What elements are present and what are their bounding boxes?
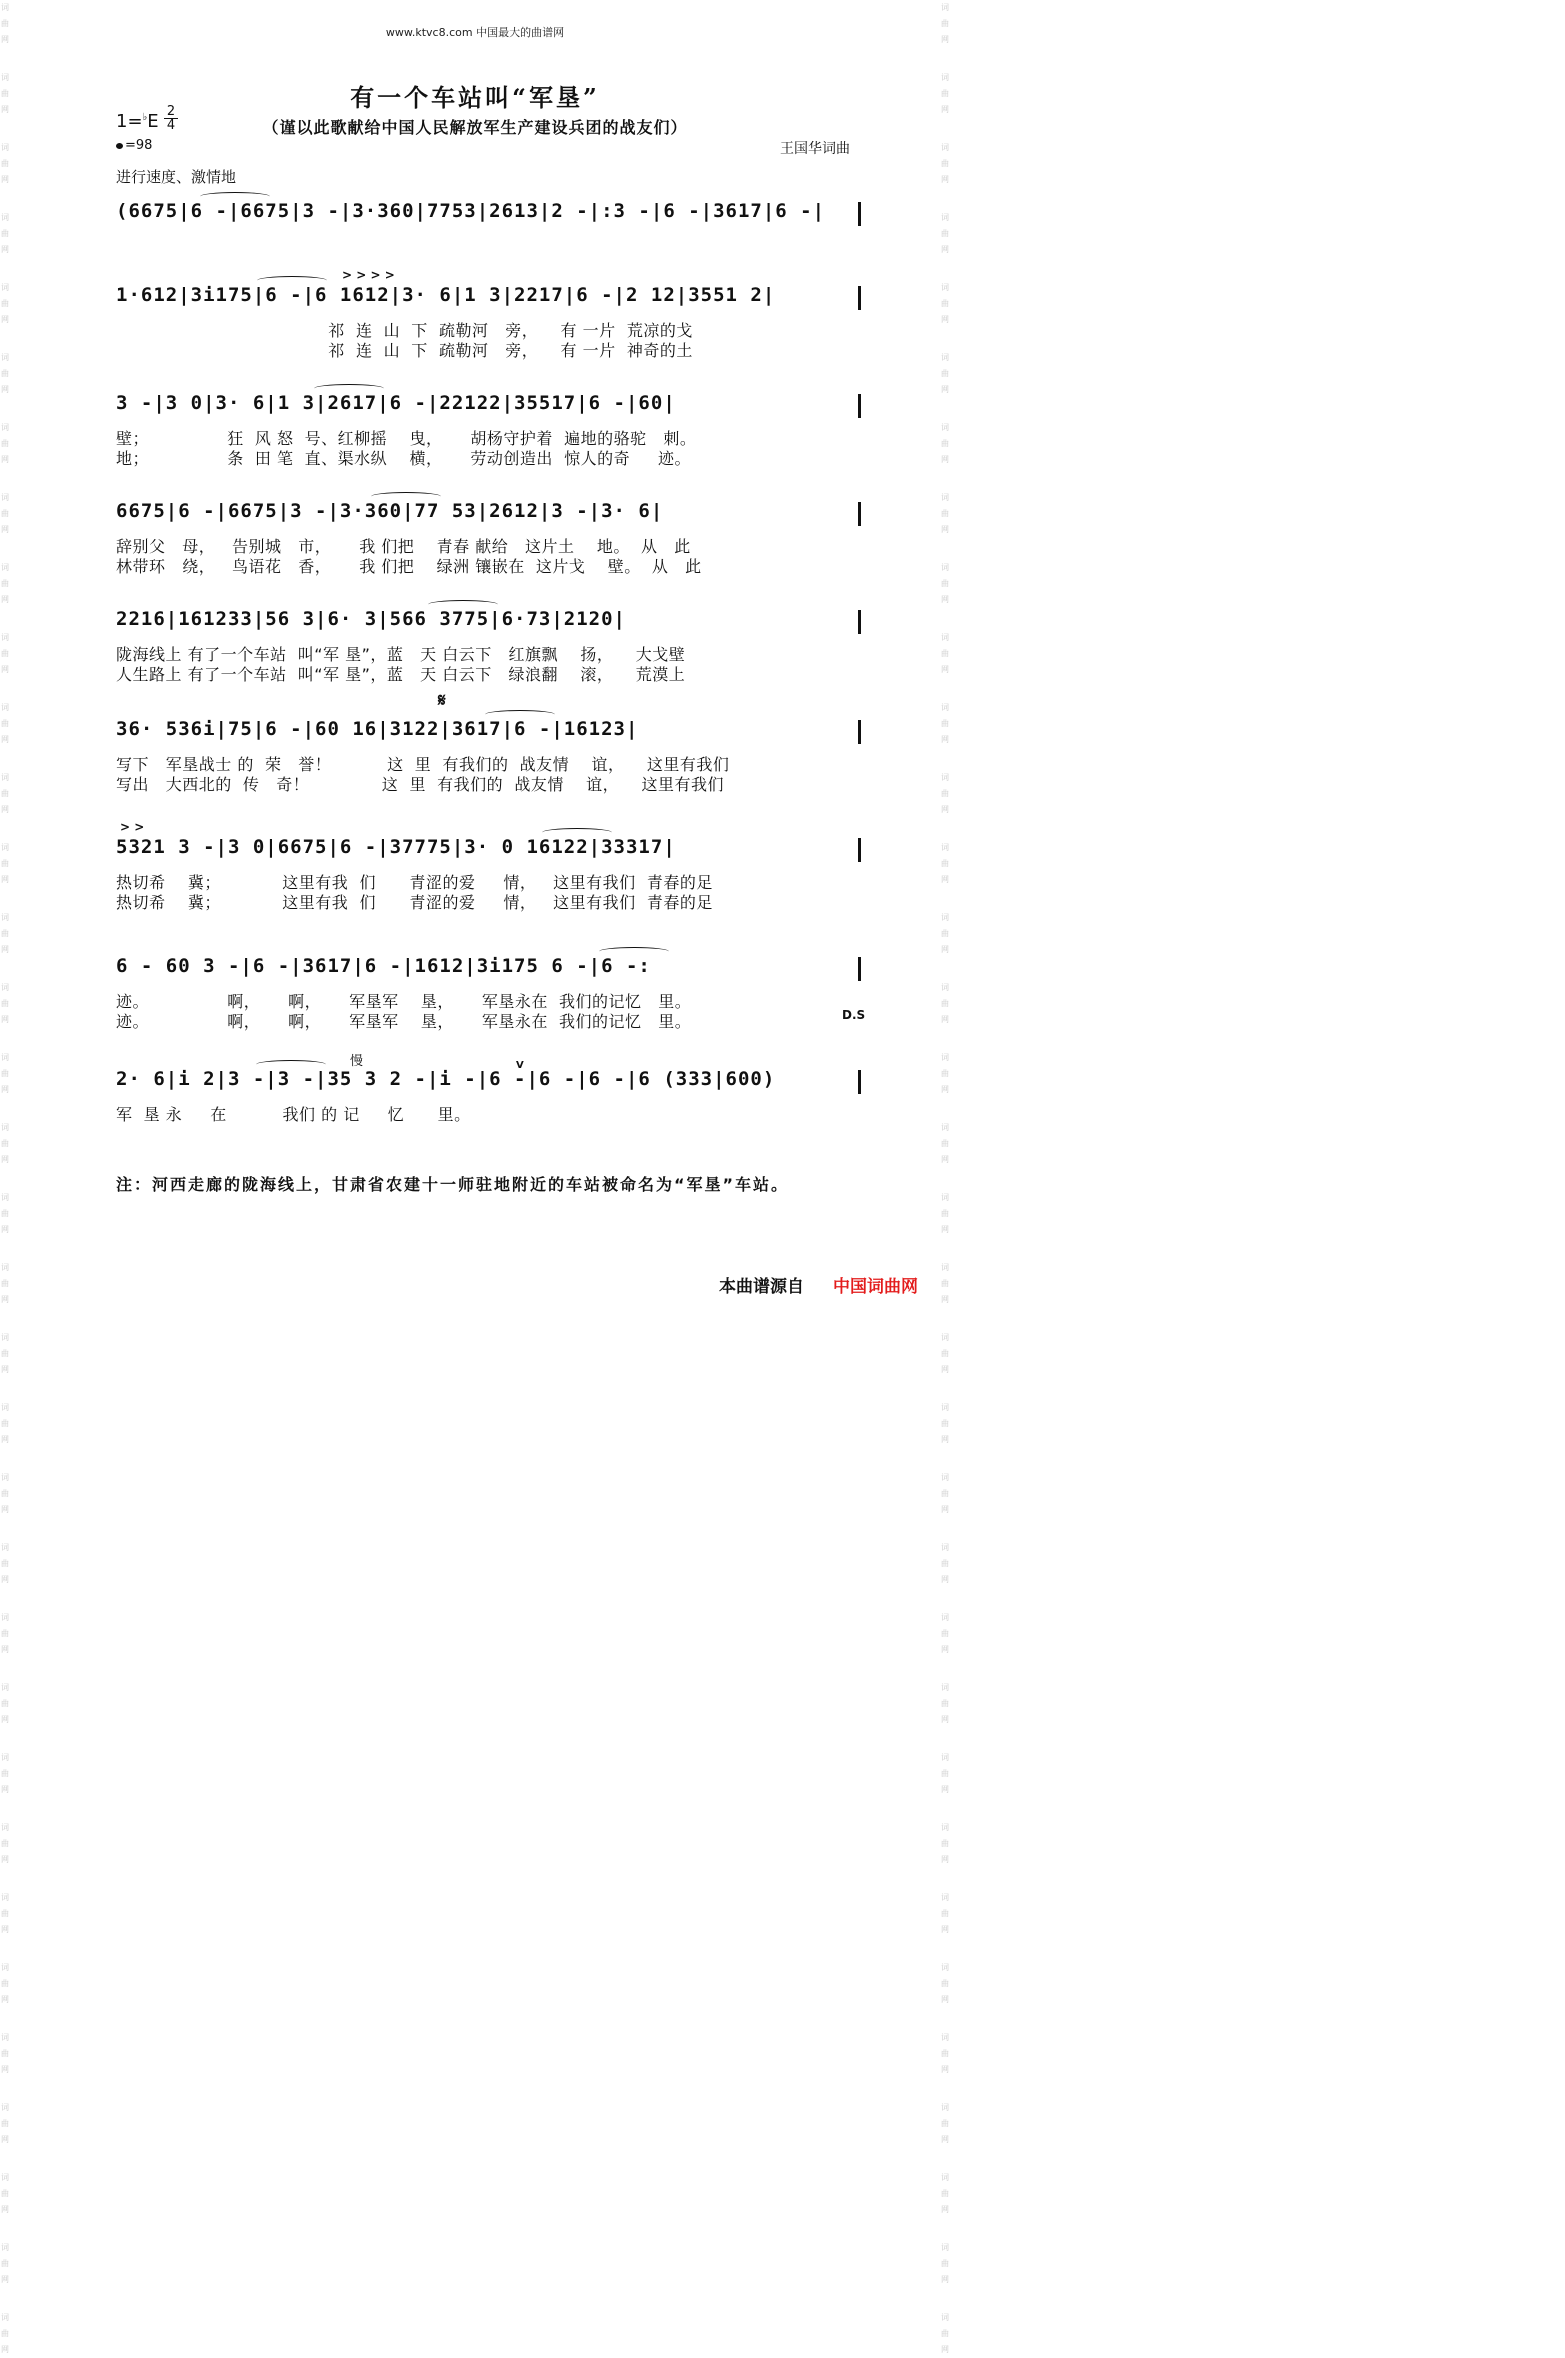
watermark-text: 词曲网 xyxy=(941,1613,949,1654)
watermark-text: 词曲网 xyxy=(941,563,949,604)
slur-mark xyxy=(256,1060,326,1069)
watermark-text: 词曲网 xyxy=(941,283,949,324)
watermark-text: 词曲网 xyxy=(1,2033,9,2074)
slur-mark xyxy=(314,384,384,393)
watermark-text: 词曲网 xyxy=(1,213,9,254)
watermark-text: 词曲网 xyxy=(1,1893,9,1934)
watermark-text: 词曲网 xyxy=(1,1263,9,1304)
expression-marking: 进行速度、激情地 xyxy=(116,168,237,186)
watermark-text: 词曲网 xyxy=(941,773,949,814)
watermark-text: 词曲网 xyxy=(941,1333,949,1374)
footnote: 注：河西走廊的陇海线上，甘肃省农建十一师驻地附近的车站被命名为“军垦”车站。 xyxy=(116,1175,790,1194)
watermark-text: 词曲网 xyxy=(941,423,949,464)
time-signature: 2 4 xyxy=(164,105,178,132)
watermark-text: 词曲网 xyxy=(1,2173,9,2214)
watermark-text: 词曲网 xyxy=(941,1473,949,1514)
accent-marks: > > > > xyxy=(342,268,395,282)
breath-mark: V xyxy=(516,1060,524,1071)
watermark-text: 词曲网 xyxy=(941,703,949,744)
watermark-text: 词曲网 xyxy=(1,1683,9,1724)
watermark-text: 词曲网 xyxy=(941,1123,949,1164)
end-barline xyxy=(858,610,861,634)
end-barline xyxy=(858,394,861,418)
lyric-line: 陇海线上 有了一个车站 叫“军 垦”，蓝 天 白云下 红旗飘 扬， 大戈壁 xyxy=(116,645,686,664)
watermark-text: 词曲网 xyxy=(941,1893,949,1934)
notation-line: 3 -|3 0|3· 6|1 3|2617|6 -|22122|35517|6 -|60| xyxy=(116,392,676,414)
watermark-text: 词曲网 xyxy=(941,2313,949,2354)
lyric-line: 壁； 狂 风 怒 号、红柳摇 曳， 胡杨守护着 遍地的骆驼 刺。 xyxy=(116,429,697,448)
watermark-text: 词曲网 xyxy=(1,73,9,114)
watermark-text: 词曲网 xyxy=(941,913,949,954)
watermark-text: 词曲网 xyxy=(1,1333,9,1374)
watermark-text: 词曲网 xyxy=(1,423,9,464)
watermark-text: 词曲网 xyxy=(941,213,949,254)
watermark-text: 词曲网 xyxy=(941,1543,949,1584)
credits: 王国华词曲 xyxy=(780,141,850,157)
watermark-text: 词曲网 xyxy=(941,1823,949,1864)
watermark-text: 词曲网 xyxy=(1,1193,9,1234)
watermark-text: 词曲网 xyxy=(941,2173,949,2214)
quarter-note-icon xyxy=(116,143,123,149)
watermark-text: 词曲网 xyxy=(941,3,949,44)
song-title: 有一个车站叫“军垦” xyxy=(350,83,600,112)
watermark-text: 词曲网 xyxy=(1,1123,9,1164)
watermark-text: 词曲网 xyxy=(1,283,9,324)
key-signature: 1=♭E xyxy=(116,111,159,132)
watermark-text: 词曲网 xyxy=(1,1823,9,1864)
lyric-line: 人生路上 有了一个车站 叫“军 垦”，蓝 天 白云下 绿浪翻 滚， 荒漠上 xyxy=(116,665,686,684)
watermark-text: 词曲网 xyxy=(941,353,949,394)
slow-marking: 慢 xyxy=(350,1054,364,1069)
slur-mark xyxy=(485,710,555,719)
slur-mark xyxy=(542,828,612,837)
notation-line: 2216|161233|56 3|6· 3|566 3775|6·73|2120| xyxy=(116,608,626,630)
notation-line: 2· 6|i 2|3 -|3 -|35 3 2 -|i -|6 -|6 -|6 -|6 (333|600) xyxy=(116,1068,776,1090)
notation-line: 5321 3 -|3 0|6675|6 -|37775|3· 0 16122|33317| xyxy=(116,836,676,858)
lyric-line: 迹。 啊， 啊， 军垦军 垦， 军垦永在 我们的记忆 里。 xyxy=(116,1012,692,1031)
watermark-text: 词曲网 xyxy=(1,1543,9,1584)
slur-mark xyxy=(371,492,441,501)
slur-mark xyxy=(257,276,327,285)
watermark-text: 词曲网 xyxy=(1,493,9,534)
watermark-text: 词曲网 xyxy=(1,2243,9,2284)
watermark-text: 词曲网 xyxy=(1,1963,9,2004)
source-site-link[interactable]: 中国词曲网 xyxy=(833,1277,918,1297)
slur-mark xyxy=(599,947,669,956)
watermark-text: 词曲网 xyxy=(1,1613,9,1654)
watermark-text: 词曲网 xyxy=(1,3,9,44)
notation-line: 6 - 60 3 -|6 -|3617|6 -|1612|3i175 6 -|6 -: xyxy=(116,955,651,977)
lyric-line: 祁 连 山 下 疏勒河 旁， 有 一片 神奇的土 xyxy=(116,341,693,360)
dedication-subtitle: （谨以此歌献给中国人民解放军生产建设兵团的战友们） xyxy=(262,118,688,137)
watermark-text: 词曲网 xyxy=(941,1193,949,1234)
watermark-text: 词曲网 xyxy=(941,1683,949,1724)
ds-marking: D.S xyxy=(842,1008,866,1022)
watermark-text: 词曲网 xyxy=(1,633,9,674)
lyric-line: 辞别父 母， 告别城 市， 我 们把 青春 献给 这片土 地。 从 此 xyxy=(116,537,691,556)
watermark-text: 词曲网 xyxy=(941,2243,949,2284)
end-barline xyxy=(858,286,861,310)
end-barline xyxy=(858,720,861,744)
watermark-text: 词曲网 xyxy=(941,1963,949,2004)
end-barline xyxy=(858,1070,861,1094)
lyric-line: 地； 条 田 笔 直、渠水纵 横， 劳动创造出 惊人的奇 迹。 xyxy=(116,449,692,468)
end-barline xyxy=(858,838,861,862)
end-barline xyxy=(858,202,861,226)
slur-mark xyxy=(428,600,498,609)
lyric-line: 热切希 冀； 这里有我 们 青涩的爱 情， 这里有我们 青春的足 xyxy=(116,893,713,912)
watermark-text: 词曲网 xyxy=(941,73,949,114)
watermark-text: 词曲网 xyxy=(941,1053,949,1094)
watermark-text: 词曲网 xyxy=(1,1473,9,1514)
watermark-text: 词曲网 xyxy=(1,353,9,394)
segno-icon: 𝄋 xyxy=(438,690,446,711)
lyric-line: 军 垦 永 在 我们 的 记 忆 里。 xyxy=(116,1105,471,1124)
watermark-text: 词曲网 xyxy=(1,143,9,184)
watermark-text: 词曲网 xyxy=(941,2033,949,2074)
slur-mark xyxy=(200,192,270,201)
notation-line: 1·612|3i175|6 -|6 1612|3· 6|1 3|2217|6 -|2 12|3551 2| xyxy=(116,284,776,306)
lyric-line: 写下 军垦战士 的 荣 誉！ 这 里 有我们的 战友情 谊， 这里有我们 xyxy=(116,755,730,774)
lyric-line: 热切希 冀； 这里有我 们 青涩的爱 情， 这里有我们 青春的足 xyxy=(116,873,713,892)
end-barline xyxy=(858,957,861,981)
right-watermark-strip xyxy=(940,0,950,2354)
end-barline xyxy=(858,502,861,526)
watermark-text: 词曲网 xyxy=(1,1053,9,1094)
watermark-text: 词曲网 xyxy=(1,913,9,954)
watermark-text: 词曲网 xyxy=(941,143,949,184)
watermark-text: 词曲网 xyxy=(941,1263,949,1304)
watermark-text: 词曲网 xyxy=(1,2313,9,2354)
left-watermark-strip xyxy=(0,0,10,2354)
notation-line: 6675|6 -|6675|3 -|3·360|77 53|2612|3 -|3· 6| xyxy=(116,500,664,522)
watermark-text: 词曲网 xyxy=(941,1753,949,1794)
watermark-text: 词曲网 xyxy=(1,843,9,884)
watermark-text: 词曲网 xyxy=(1,773,9,814)
watermark-text: 词曲网 xyxy=(1,983,9,1024)
watermark-text: 词曲网 xyxy=(1,1753,9,1794)
lyric-line: 写出 大西北的 传 奇！ 这 里 有我们的 战友情 谊， 这里有我们 xyxy=(116,775,725,794)
site-url: www.ktvc8.com 中国最大的曲谱网 xyxy=(385,26,565,39)
watermark-text: 词曲网 xyxy=(1,563,9,604)
lyric-line: 迹。 啊， 啊， 军垦军 垦， 军垦永在 我们的记忆 里。 xyxy=(116,992,692,1011)
notation-line: (6675|6 -|6675|3 -|3·360|7753|2613|2 -|:3 -|6 -|3617|6 -| xyxy=(116,200,826,222)
lyric-line: 祁 连 山 下 疏勒河 旁， 有 一片 荒凉的戈 xyxy=(116,321,693,340)
watermark-text: 词曲网 xyxy=(1,1403,9,1444)
watermark-text: 词曲网 xyxy=(1,2103,9,2144)
source-label: 本曲谱源自 xyxy=(719,1277,804,1297)
watermark-text: 词曲网 xyxy=(941,2103,949,2144)
watermark-text: 词曲网 xyxy=(1,703,9,744)
tempo-marking: =98 xyxy=(116,138,152,153)
watermark-text: 词曲网 xyxy=(941,633,949,674)
accent-marks-2: > > xyxy=(120,820,145,834)
watermark-text: 词曲网 xyxy=(941,493,949,534)
lyric-line: 林带环 绕， 鸟语花 香， 我 们把 绿洲 镶嵌在 这片戈 壁。 从 此 xyxy=(116,557,702,576)
watermark-text: 词曲网 xyxy=(941,1403,949,1444)
notation-line: 36· 536i|75|6 -|60 16|3122|3617|6 -|16123| xyxy=(116,718,639,740)
watermark-text: 词曲网 xyxy=(941,983,949,1024)
watermark-text: 词曲网 xyxy=(941,843,949,884)
